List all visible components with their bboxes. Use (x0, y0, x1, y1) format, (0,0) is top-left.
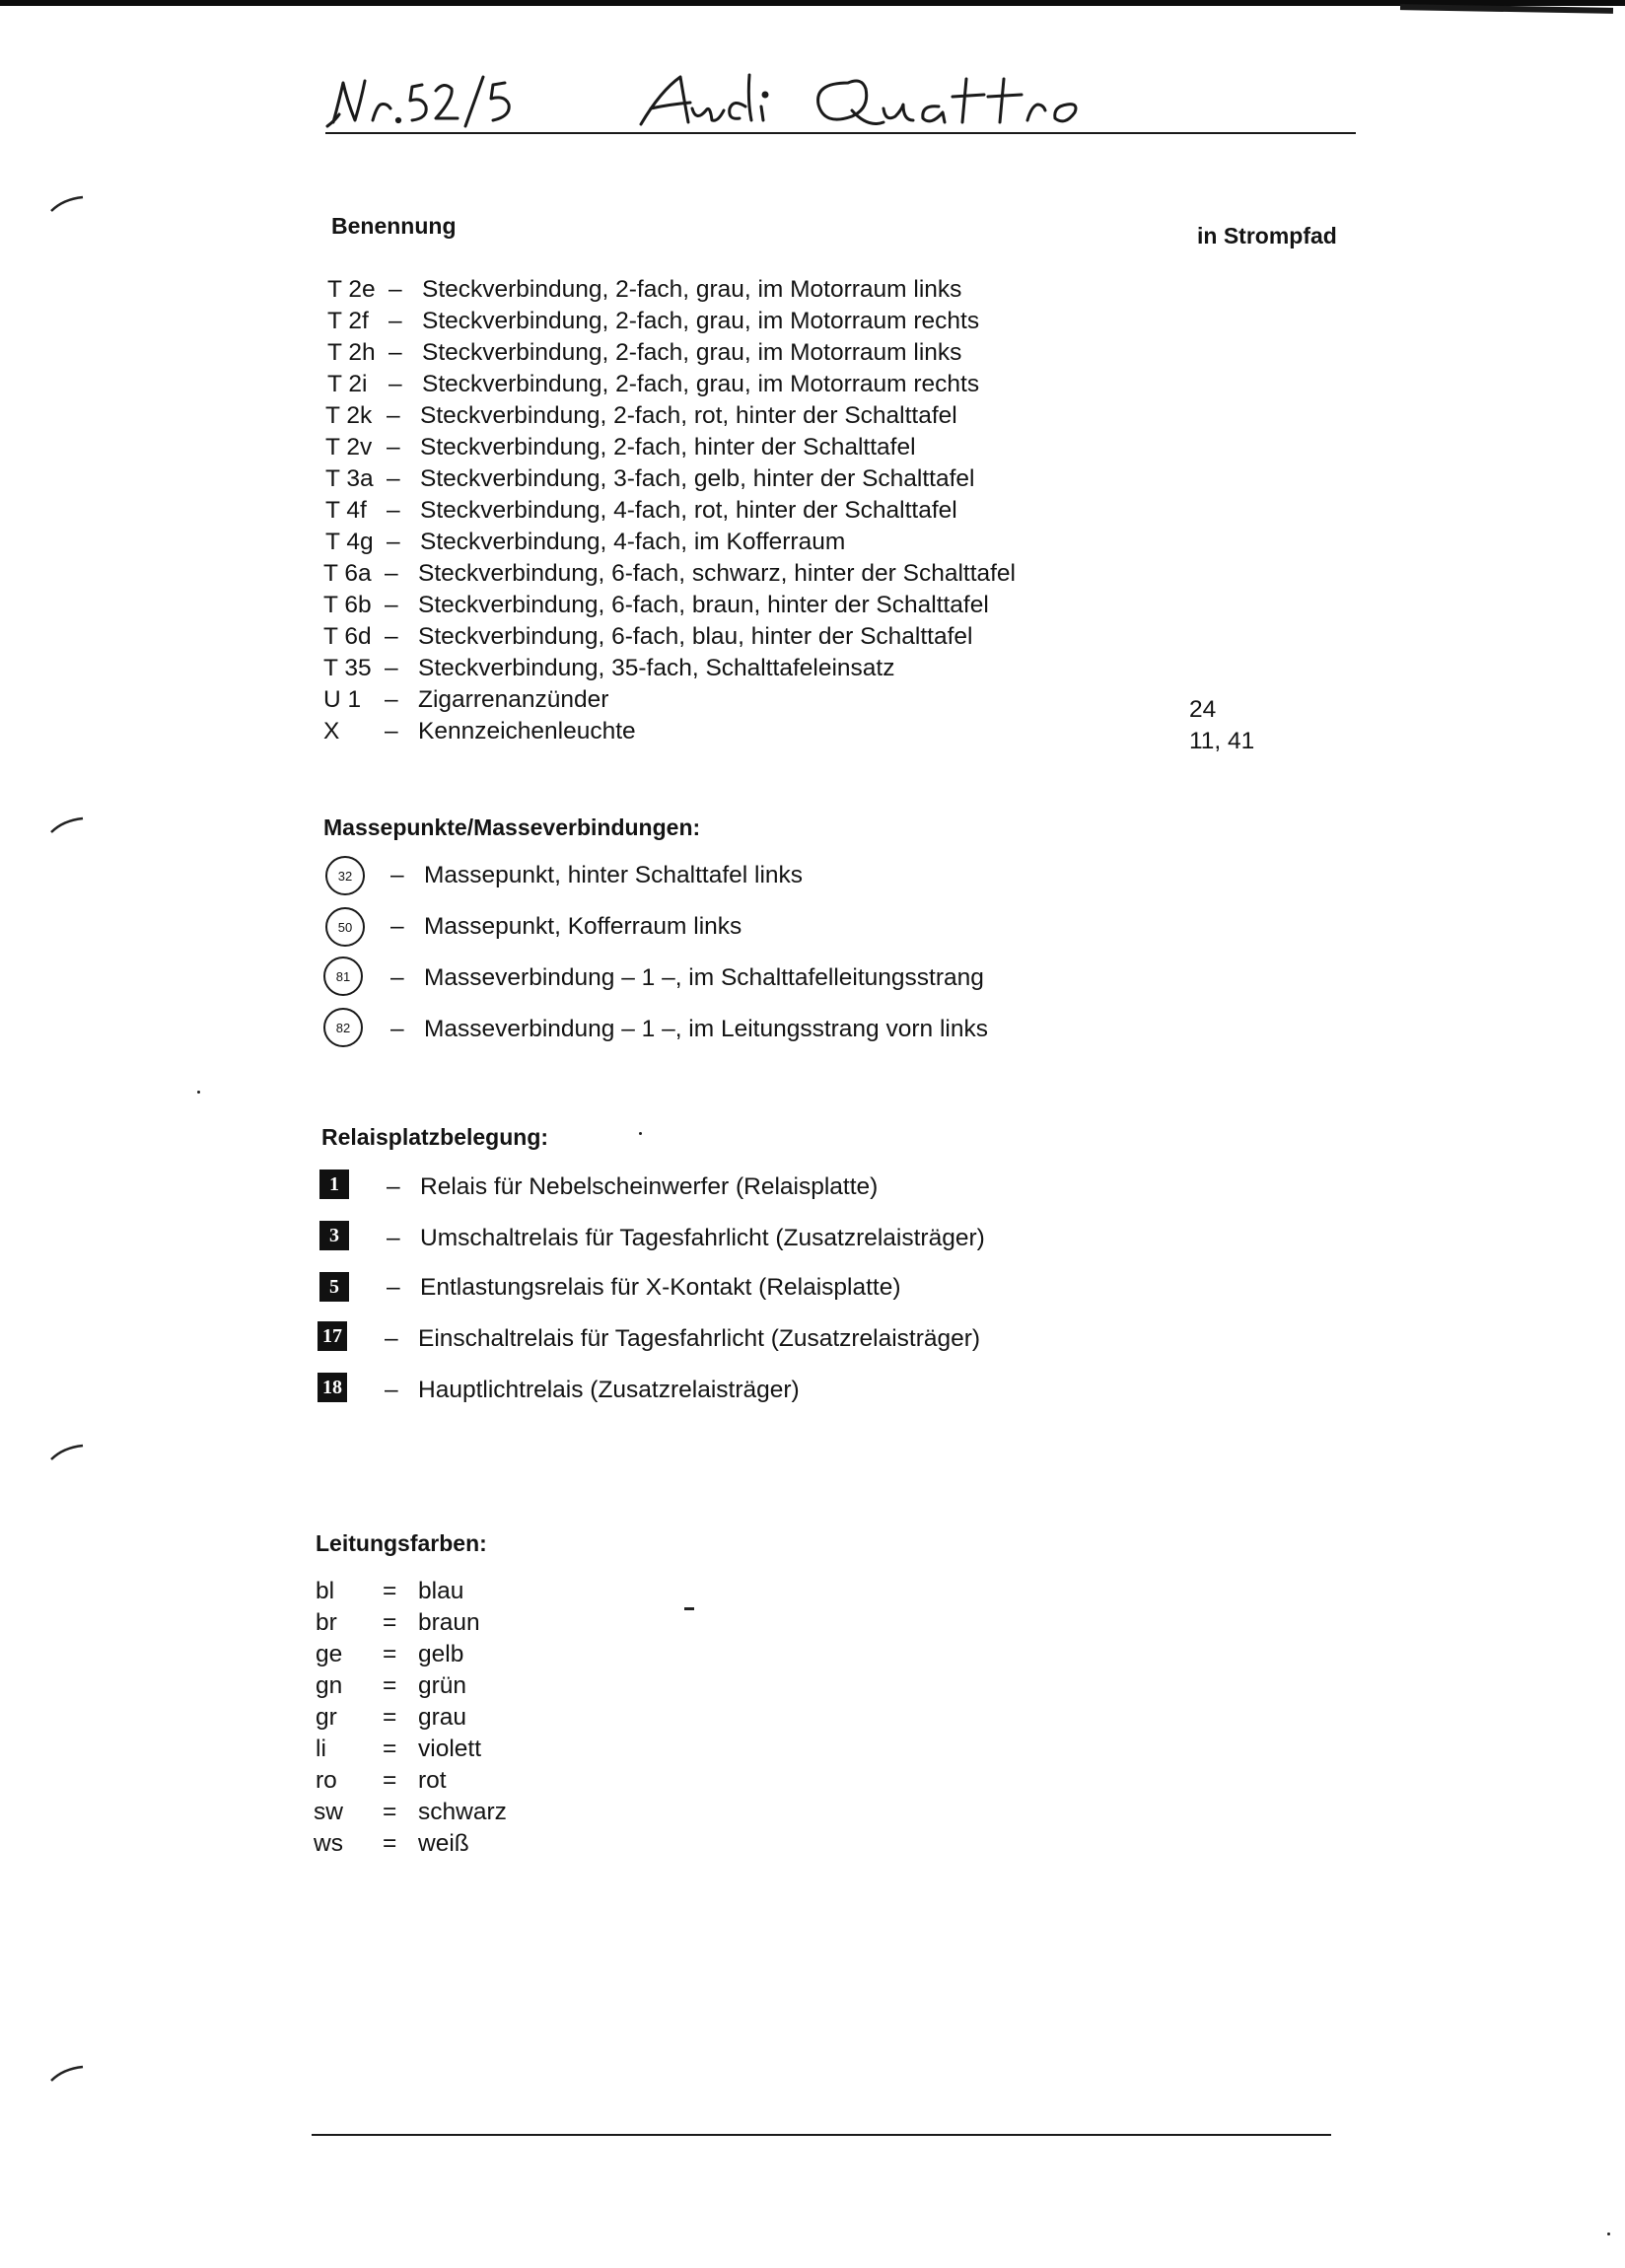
scan-speck (197, 1091, 200, 1094)
ground-point-symbol: 32 (325, 856, 365, 895)
list-item (323, 688, 608, 713)
list-item (316, 1706, 466, 1731)
color-name: weiß (418, 1830, 469, 1857)
separator-dash: – (385, 560, 398, 587)
component-code: T 2k (325, 402, 373, 429)
section-title-wire-colors: Leitungsfarben: (316, 1530, 487, 1556)
color-abbreviation: gn (316, 1672, 343, 1699)
list-item (325, 436, 916, 461)
component-description: Steckverbindung, 6-fach, schwarz, hinter der Schalttafel (418, 560, 1017, 587)
list-item (387, 1276, 901, 1301)
separator-dash: – (389, 339, 402, 366)
separator-dash: – (389, 371, 402, 397)
component-description: Steckverbindung, 2-fach, grau, im Motorraum rechts (422, 308, 980, 334)
component-description: Steckverbindung, 35-fach, Schalttafeleinsatz (418, 655, 895, 681)
separator-dash: – (385, 718, 398, 744)
separator-dash: – (387, 1274, 400, 1301)
relay-description: Umschaltrelais für Tagesfahrlicht (Zusatzrelaisträger) (420, 1225, 985, 1251)
component-description: Steckverbindung, 6-fach, braun, hinter der Schalttafel (418, 592, 989, 618)
component-code: X (323, 718, 340, 744)
component-code: T 2f (327, 308, 369, 334)
separator-dash: – (385, 592, 398, 618)
list-item (327, 310, 979, 334)
relay-description: Entlastungsrelais für X-Kontakt (Relaisplatte) (420, 1274, 901, 1301)
component-description: Steckverbindung, 2-fach, rot, hinter der Schalttafel (420, 402, 957, 429)
list-item (387, 1227, 985, 1251)
list-item (323, 720, 636, 744)
component-description: Kennzeichenleuchte (418, 718, 636, 744)
component-code: T 3a (325, 465, 374, 492)
equals-sign: = (383, 1799, 397, 1825)
separator-dash: – (387, 497, 400, 524)
component-description: Steckverbindung, 2-fach, grau, im Motorraum links (422, 276, 962, 303)
list-item (325, 467, 974, 492)
separator-dash: – (387, 1225, 400, 1251)
color-name: grau (418, 1704, 467, 1731)
separator-dash: – (390, 1016, 404, 1042)
circuit-number: 24 (1189, 696, 1217, 723)
color-name: blau (418, 1578, 464, 1604)
margin-punch-mark (49, 2063, 85, 2085)
section-title-relays: Relaisplatzbelegung: (321, 1124, 549, 1150)
separator-dash: – (387, 529, 400, 555)
separator-dash: – (385, 623, 398, 650)
component-description: Zigarrenanzünder (418, 686, 609, 713)
color-abbreviation: ws (314, 1830, 343, 1857)
ground-description: Masseverbindung – 1 –, im Schalttafelleitungsstrang (424, 964, 984, 991)
equals-sign: = (383, 1672, 397, 1699)
list-item (390, 966, 984, 991)
list-item (327, 341, 961, 366)
list-item (316, 1643, 463, 1667)
list-item (387, 1175, 878, 1200)
relay-slot-badge: 3 (319, 1221, 349, 1250)
circuit-number: 11, 41 (1189, 728, 1255, 754)
list-item (325, 499, 957, 524)
component-description: Steckverbindung, 4-fach, im Kofferraum (420, 529, 846, 555)
list-item (390, 1018, 988, 1042)
color-name: grün (418, 1672, 467, 1699)
list-item (327, 373, 979, 397)
separator-dash: – (387, 1173, 400, 1200)
ground-point-symbol: 82 (323, 1008, 363, 1047)
list-item (323, 594, 989, 618)
equals-sign: = (383, 1767, 397, 1794)
component-code: T 6a (323, 560, 372, 587)
separator-dash: – (385, 1377, 398, 1403)
component-code: T 2h (327, 339, 376, 366)
separator-dash: – (390, 964, 404, 991)
relay-slot-badge: 5 (319, 1272, 349, 1302)
component-description: Steckverbindung, 2-fach, grau, im Motorraum rechts (422, 371, 980, 397)
list-item (316, 1674, 466, 1699)
component-description: Steckverbindung, 6-fach, blau, hinter der Schalttafel (418, 623, 973, 650)
component-description: Steckverbindung, 4-fach, rot, hinter der Schalttafel (420, 497, 957, 524)
separator-dash: – (387, 465, 400, 492)
color-name: gelb (418, 1641, 464, 1667)
color-name: schwarz (418, 1799, 507, 1825)
separator-dash: – (385, 1325, 398, 1352)
section-title-ground: Massepunkte/Masseverbindungen: (323, 815, 701, 840)
list-item (323, 657, 894, 681)
separator-dash: – (385, 655, 398, 681)
relay-description: Hauptlichtrelais (Zusatzrelaisträger) (418, 1377, 800, 1403)
list-item (327, 278, 961, 303)
component-description: Steckverbindung, 2-fach, grau, im Motorraum links (422, 339, 962, 366)
list-item (390, 915, 742, 940)
scan-speck (639, 1132, 642, 1135)
color-abbreviation: sw (314, 1799, 343, 1825)
equals-sign: = (383, 1736, 397, 1762)
separator-dash: – (385, 686, 398, 713)
list-item (314, 1801, 507, 1825)
title-underline (325, 132, 1356, 134)
separator-dash: – (390, 862, 404, 888)
color-abbreviation: gr (316, 1704, 337, 1731)
component-code: T 6b (323, 592, 372, 618)
column-header-circuit: in Strompfad (1197, 223, 1337, 248)
equals-sign: = (383, 1609, 397, 1636)
list-item (316, 1580, 463, 1604)
list-item (385, 1379, 800, 1403)
column-header-name: Benennung (331, 213, 457, 239)
list-item (325, 531, 845, 555)
color-abbreviation: ge (316, 1641, 343, 1667)
list-item (316, 1737, 481, 1762)
relay-slot-badge: 18 (318, 1373, 347, 1402)
footer-rule (312, 2134, 1331, 2136)
relay-slot-badge: 17 (318, 1321, 347, 1351)
margin-punch-mark (49, 815, 85, 836)
relay-description: Einschaltrelais für Tagesfahrlicht (Zusatzrelaisträger) (418, 1325, 981, 1352)
component-code: T 2i (327, 371, 368, 397)
list-item (316, 1769, 447, 1794)
color-abbreviation: ro (316, 1767, 337, 1794)
relay-description: Relais für Nebelscheinwerfer (Relaisplatte) (420, 1173, 879, 1200)
list-item (385, 1327, 980, 1352)
color-abbreviation: br (316, 1609, 337, 1636)
separator-dash: – (387, 402, 400, 429)
scan-speck (684, 1607, 694, 1610)
list-item (316, 1611, 480, 1636)
margin-punch-mark (49, 193, 85, 215)
component-code: T 4g (325, 529, 374, 555)
component-code: T 35 (323, 655, 372, 681)
component-code: T 6d (323, 623, 372, 650)
color-abbreviation: bl (316, 1578, 335, 1604)
color-abbreviation: li (316, 1736, 326, 1762)
component-code: T 2v (325, 434, 373, 461)
list-item (390, 864, 803, 888)
component-code: T 4f (325, 497, 367, 524)
equals-sign: = (383, 1704, 397, 1731)
ground-point-symbol: 50 (325, 907, 365, 947)
component-code: T 2e (327, 276, 376, 303)
separator-dash: – (390, 913, 404, 940)
scan-top-edge (0, 0, 1625, 6)
color-name: braun (418, 1609, 480, 1636)
ground-description: Massepunkt, Kofferraum links (424, 913, 742, 940)
ground-description: Masseverbindung – 1 –, im Leitungsstrang vorn links (424, 1016, 988, 1042)
separator-dash: – (389, 308, 402, 334)
separator-dash: – (389, 276, 402, 303)
color-name: violett (418, 1736, 482, 1762)
equals-sign: = (383, 1578, 397, 1604)
list-item (325, 404, 957, 429)
list-item (323, 562, 1016, 587)
separator-dash: – (387, 434, 400, 461)
relay-slot-badge: 1 (319, 1169, 349, 1199)
component-code: U 1 (323, 686, 362, 713)
list-item (323, 625, 972, 650)
color-name: rot (418, 1767, 447, 1794)
margin-punch-mark (49, 1442, 85, 1463)
ground-point-symbol: 81 (323, 957, 363, 996)
component-description: Steckverbindung, 2-fach, hinter der Schalttafel (420, 434, 916, 461)
list-item (314, 1832, 469, 1857)
handwritten-title (325, 61, 1361, 160)
ground-description: Massepunkt, hinter Schalttafel links (424, 862, 804, 888)
scan-speck (1607, 2233, 1610, 2235)
component-description: Steckverbindung, 3-fach, gelb, hinter der Schalttafel (420, 465, 975, 492)
equals-sign: = (383, 1641, 397, 1667)
equals-sign: = (383, 1830, 397, 1857)
